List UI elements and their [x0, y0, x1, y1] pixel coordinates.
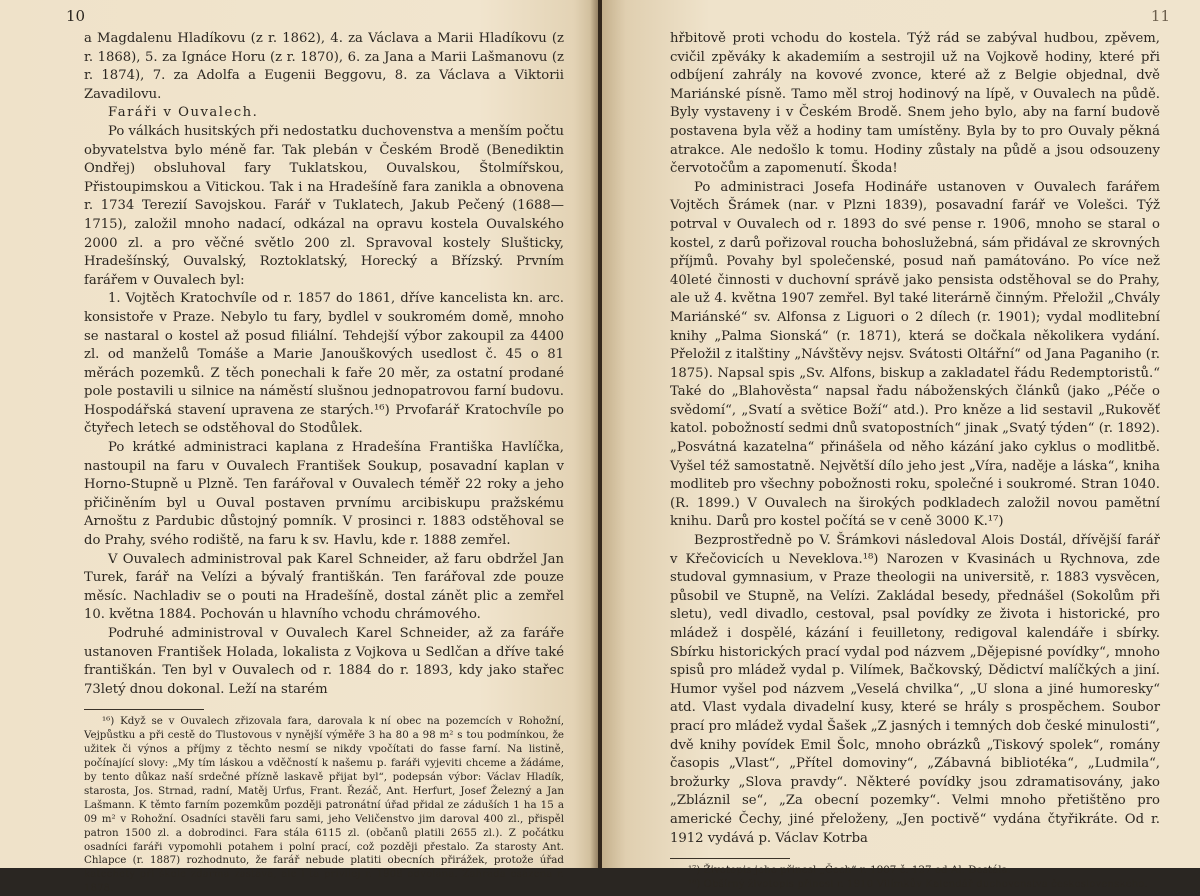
footnote-divider [84, 709, 204, 710]
paragraph: hřbitově proti vchodu do kostela. Týž rád se zabýval hudbou, zpěvem, cvičil zpěváky k akademiím a sestrojil už na Vojkově hodiny, které při odbíjení zahrály na kovové zvonce, které až z Belgie objednal, dvě Mariánské písně. Tamo měl stroj hodinový na lípě, v Ouvalech na půdě. Byly vystaveny i v Českém Brodě. Snem jeho bylo, aby na farní budově postavena byla věž a hodiny tam umístěny. Byla by to pro Ouvaly pěkná atrakce. Ale nedošlo k tomu. Hodiny zůstaly na půdě a jsou odsouzeny červotočům a zapomenutí. Škoda! [670, 31, 1160, 177]
paragraph: Podruhé administroval v Ouvalech Karel Schneider, až za faráře ustanoven František Holada, lokalista z Vojkova u Sedlčan a dříve také františkán. Ten byl v Ouvalech od r. 1884 do r. 1893, kdy jako stařec 73letý dnou dokonal. Leží na starém [84, 626, 564, 697]
footnote: ¹⁸) Obšírný životopis přinesl r. 1910 Vilímkův Kalendář duchovenstva československého. [688, 878, 1148, 891]
section-heading: Faráři v Ouvalech. [108, 105, 259, 121]
footnote-divider [670, 858, 790, 859]
paragraph: a Magdalenu Hladíkovu (z r. 1862), 4. za Václava a Marii Hladíkovu (z r. 1868), 5. za Ignáce Horu (z r. 1870), 6. za Jana a Marii Lašmanovu (z r. 1874), 7. za Adolfa a Eugenii Beggovu, 8. za Václava a Viktorii Zavadilovu. [84, 31, 564, 102]
left-page-body [84, 30, 564, 699]
right-page [602, 0, 1200, 891]
paragraph: V Ouvalech administroval pak Karel Schneider, až faru obdržel Jan Turek, farář na Velízi a bývalý františkán. Ten farářoval zde pouze měsíc. Nachladiv se o pouti na Hradešíně, dostal zánět plic a zemřel 10. května 1884. Pochován u hlavního vchodu chrámového. [84, 551, 564, 623]
page-number: 11 [1150, 7, 1170, 25]
footnote: ¹⁷) Životopis jeho přinesl „Čech“ r. 1907 č. 127 od Al. Dostála. [688, 864, 1011, 877]
left-footnotes [84, 715, 564, 896]
paragraph: Bezprostředně po V. Šrámkovi následoval Alois Dostál, dřívější farář v Křečovicích u Neveklova.¹⁸) Narozen v Kvasinách u Rychnova, zde studoval gymnasium, v Praze theologii na universitě, r. 1883 vysvěcen, působil ve Stupně, na Velízi. Zakládal besedy, přednášel (Sokolům při sletu), vedl divadlo, cestoval, psal povídky ze života i historické, pro mládež i dospělé, kázání i feuilletony, redigoval kalendáře i sbírky. Sbírku historických prací vydal pod názvem „Dějepisné povídky“, mnoho spisů pro mládež vydal p. Vilímek, Bačkovský, Dědictví malíčkých a jiní. Humor vyšel pod názvem „Veselá chvilka“, „U slona a jiné humoresky“ atd. Vlast vydala divadelní kusy, které se hrály s prospěchem. Soubor prací pro mládež vydal Šašek „Z jasných i temných dob české minulosti“, dvě knihy povídek Emil Šolc, mnoho obrázků „Tiskový spolek“, romány časopis „Vlast“, „Přítel domoviny“, „Zábavná bibliotéka“, „Ludmila“, brožurky „Slova pravdy“. Některé povídky jsou zdramatisovány, jako „Zbláznil se“, „Za obecní pozemky“. Velmi mnoho přetištěno pro americké Čechy, jiné přeloženy, „Jen poctivě“ vydána čtyřikráte. Od r. 1912 vydává p. Václav Kotrba [670, 533, 1160, 846]
paragraph: 1. Vojtěch Kratochvíle od r. 1857 do 1861, dříve kancelista kn. arc. konsistoře v Praze. Nebylo tu fary, bydlel v soukromém domě, mnoho se nastaral o kostel až posud filiální. Tehdejší výbor zakoupil za 4400 zl. od manželů Tomáše a Marie Janouškových usedlost č. 45 o 81 měrách pozemků. Z těch ponechali k faře 20 měr, za ostatní prodané pole postavili u silnice na náměstí slušnou jednopatrovou farní budovu. Hospodářská stavení upravena ze starých.¹⁶) Prvofarář Kratochvíle po čtyřech letech se odstěhoval do Stodůlek. [84, 291, 564, 437]
paragraph: Po krátké administraci kaplana z Hradešína Františka Havlíčka, nastoupil na faru v Ouvalech František Soukup, posavadní kaplan v Horno-Stupně u Plzně. Ten farářoval v Ouvalech téměř 22 roky a jeho přičiněním byl u Ouval postaven prvnímu arcibiskupu pražskému Arnoštu z Pardubic důstojný pomník. V prosinci r. 1883 odstěhoval se do Prahy, svého rodiště, na faru k sv. Havlu, kde r. 1888 zemřel. [84, 440, 564, 549]
left-page [0, 0, 598, 895]
right-page-body [670, 30, 1160, 848]
paragraph: Po administraci Josefa Hodináře ustanoven v Ouvalech farářem Vojtěch Šrámek (nar. v Plzni 1839), posavadní farář ve Volešci. Týž potrval v Ouvalech od r. 1893 do své pense r. 1906, mnoho se staral o kostel, z darů pořizoval roucha bohoslužebná, sám přidával ze skrovných příjmů. Povahy byl společenské, posud naň památováno. Po více než 40leté činnosti v duchovní správě jako pensista odstěhoval se do Prahy, ale už 4. května 1907 zemřel. Byl také literárně činným. Přeložil „Chvály Mariánské“ sv. Alfonsa z Liguori o 2 dílech (r. 1901); vydal modlitební knihy „Palma Sionská“ (r. 1871), která se dočkala několikera vydání. Přeložil z italštiny „Návštěvy nejsv. Svátosti Oltářní“ od Jana Paganiho (r. 1875). Napsal spis „Sv. Alfons, biskup a zakladatel řádu Redemptoristů.“ Také do „Blahověsta“ napsal řadu náboženských článků (jako „Péče o svědomí“, „Svatí a světice Boží“ atd.). Pro kněze a lid sestavil „Rukověť katol. pobožností sedmi dnů svatopostních“ jinak „Svatý týden“ (r. 1892). „Posvátná kazatelna“ přinášela od něho kázání jako cyklus o modlitbě. Vyšel též samostatně. Největší dílo jeho jest „Víra, naděje a láska“, kniha modliteb pro všechny pobožnosti roku, společné i soukromé. Stran 1040. (R. 1899.) V Ouvalech na širokých podkladech založil novou pamětní knihu. Darů pro kostel počítá se v ceně 3000 K.¹⁷) [670, 179, 1160, 530]
paragraph: Po válkách husitských při nedostatku duchovenstva a menším počtu obyvatelstva bylo méně far. Tak plebán v Českém Brodě (Benediktin Ondřej) obsluhoval fary Tuklatskou, Ouvalskou, Štolmířskou, Přistoupimskou a Vitickou. Tak i na Hradešíně fara zanikla a obnovena r. 1734 Terezií Savojskou. Farář v Tuklatech, Jakub Pečený (1688—1715), založil mnoho nadací, odkázal na opravu kostela Ouvalského 2000 zl. a pro věčné světlo 200 zl. Spravoval kostely Slušticky, Hradešínský, Ouvalský, Roztoklatský, Horecký a Břízský. Prvním farářem v Ouvalech byl: [84, 123, 564, 288]
footnote: ¹⁶) Když se v Ouvalech zřizovala fara, darovala k ní obec na pozemcích v Rohožní, Vejpůstku a při cestě do Tlustovous v nynější výměře 3 ha 80 a 98 m² s tou podmínkou, že užitek či výnos a příjmy z těchto nesmí se nikdy vpočítati do fasse farní. Na listině, počínající slovy: „My tím láskou a vděčností k našemu p. faráři vyjeviti chceme a žádáme, by tento důkaz naší srdečné přízně laskavě přijat byl“, podepsán výbor: Václav Hladík, starosta, Jos. Strnad, radní, Matěj Urfus, Frant. Řezáč, Ant. Herfurt, Josef Železný a Jan Lašmann. K těmto farním pozemkům později patronátní úřad přidal ze záduších 1 ha 15 a 09 m² v Rohožní. Osadníci stavěli faru sami, jeho Veličenstvo jim daroval 400 zl., přispěl patron 1500 zl. a dobrodinci. Fara stála 6115 zl. (občanů platili 2655 zl.). Z počátku osadníci faráři vypomohli potahem i polní prací, což později přestalo. Za starosty Ant. Chlapce (r. 1887) rozhodnuto, že farář nebude platiti obecních přirážek, protože úřad katechety při škole zdarma zastává, ale i ta privilej r. 1908 odvolána. Zahrada osázena r. 1878. [84, 715, 564, 895]
page-number: 10 [66, 7, 86, 25]
right-footnotes [670, 864, 1160, 892]
